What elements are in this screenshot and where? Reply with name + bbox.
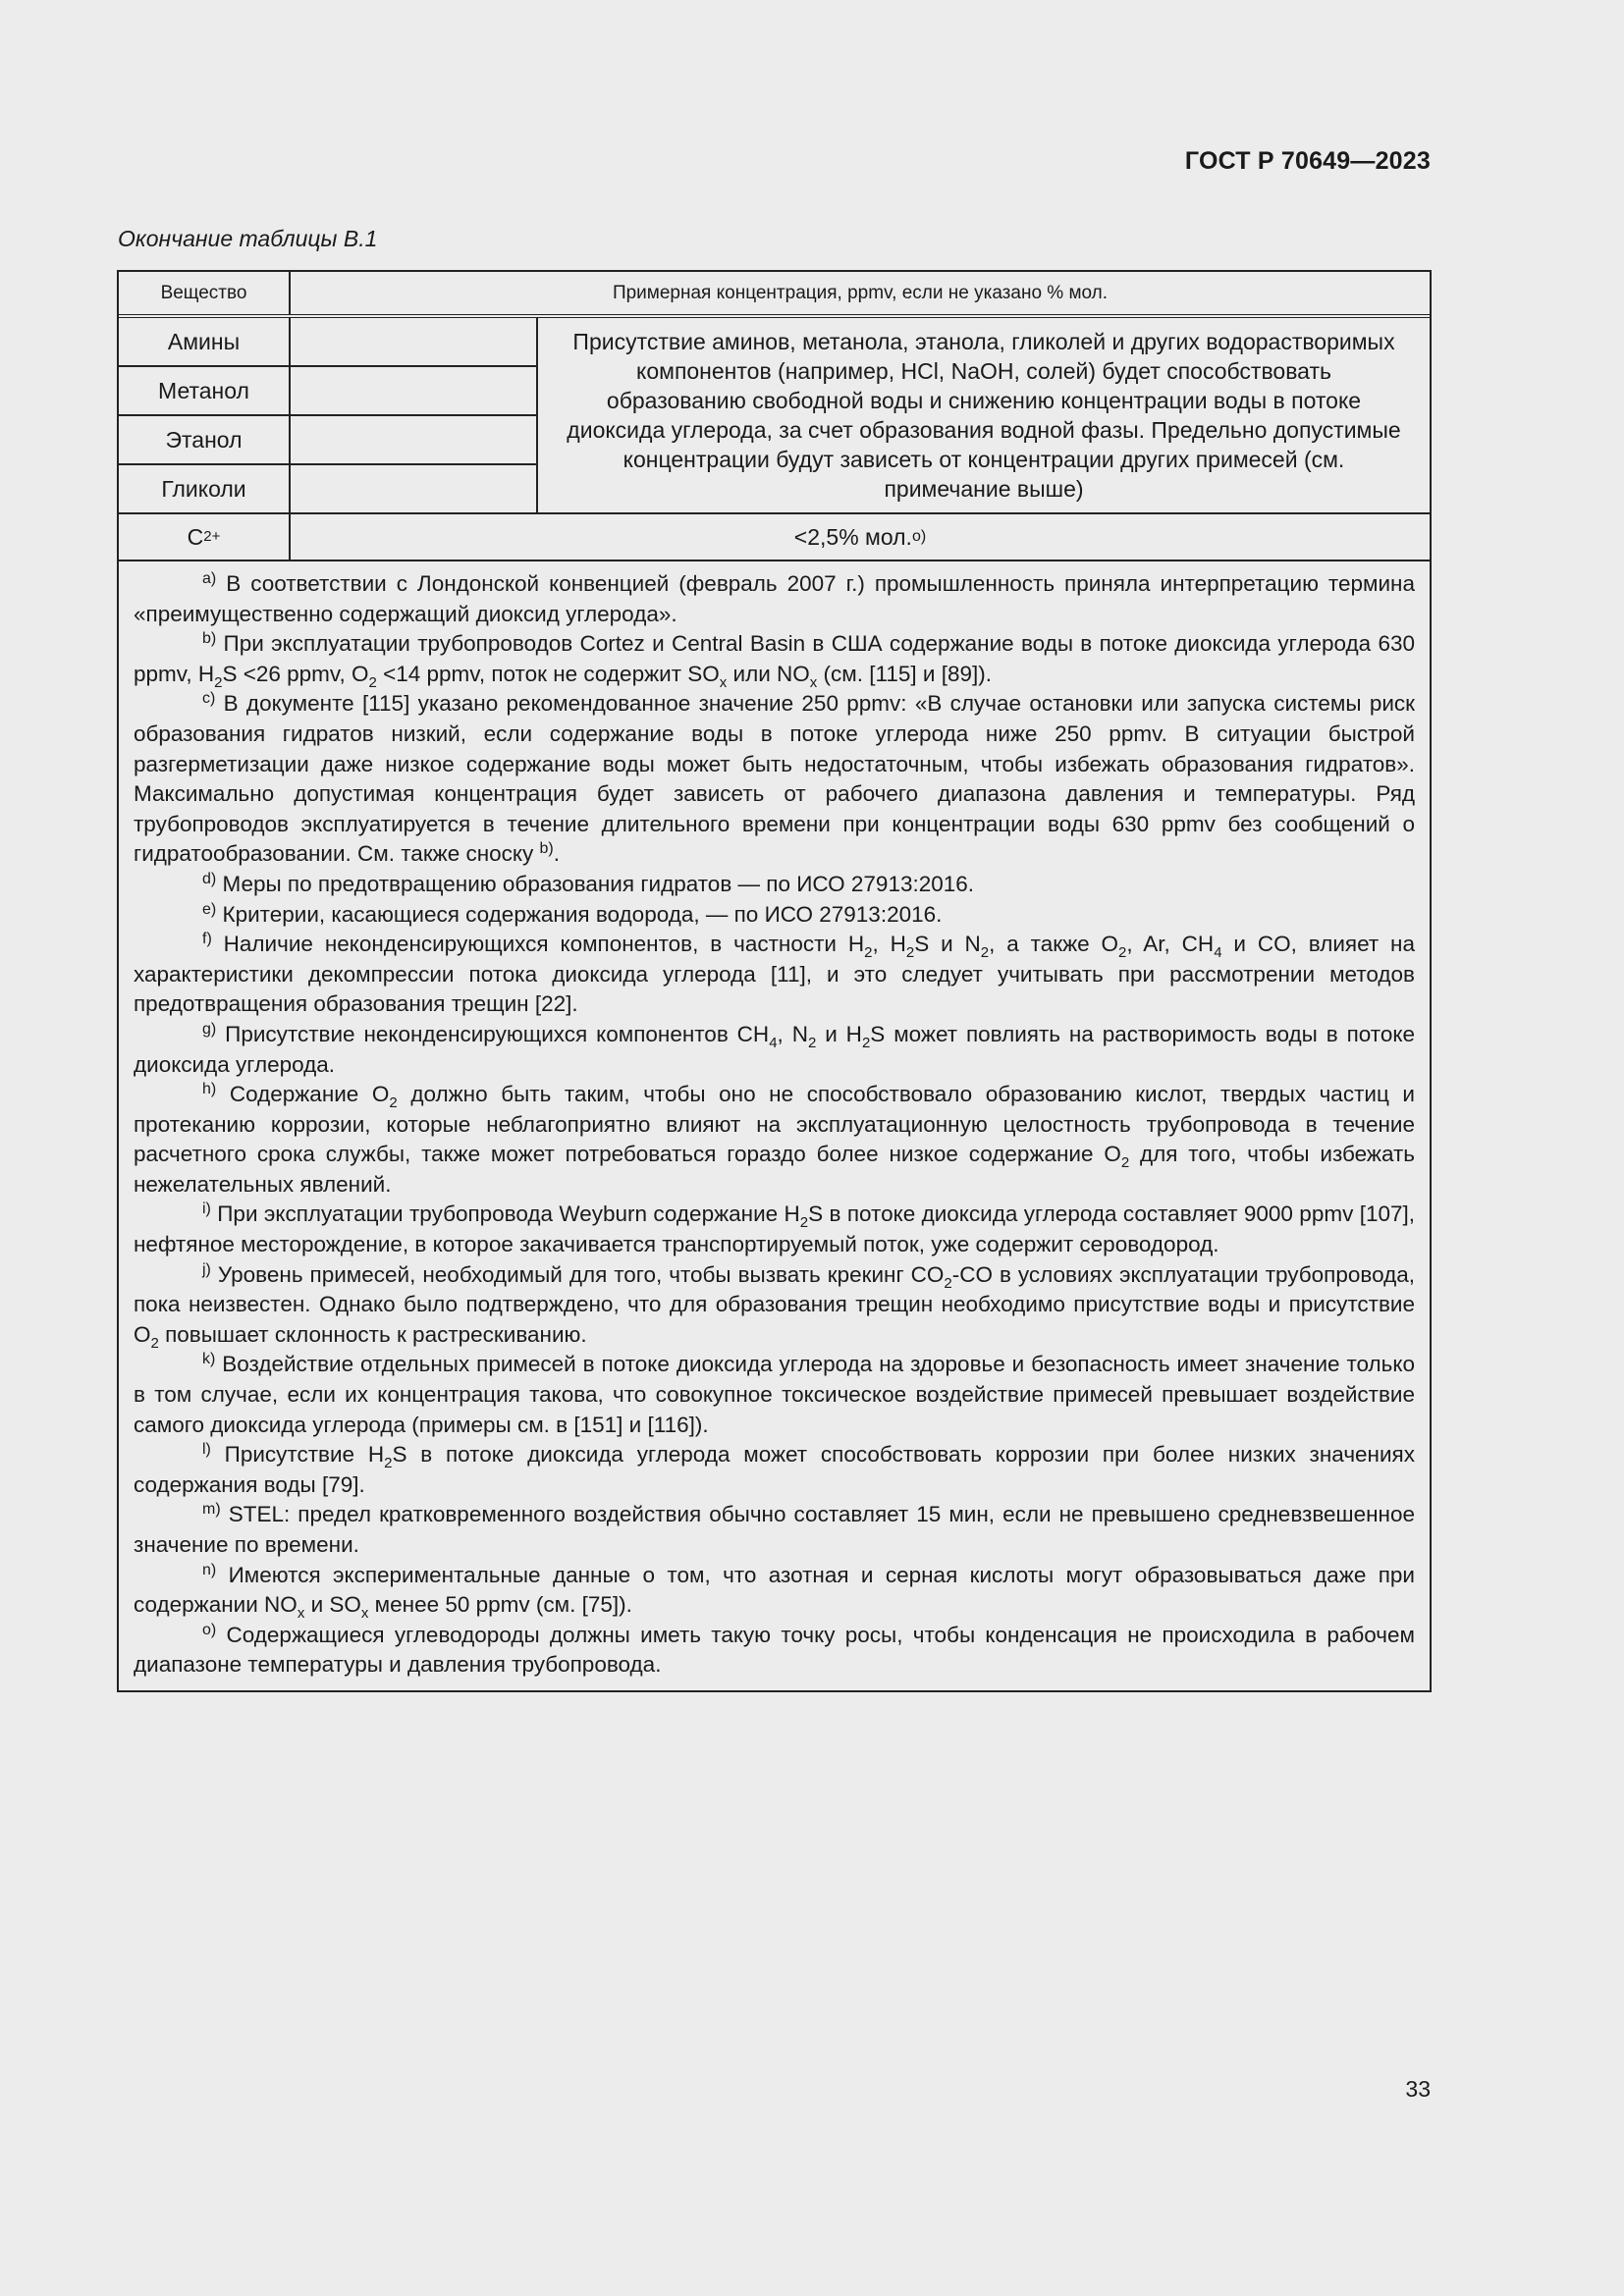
- substance-amines: Амины: [119, 318, 289, 367]
- empty-cell: [291, 416, 536, 465]
- table-header-row: [119, 272, 1430, 318]
- note-g: $^{g)}$ Присутствие неконденсирующихся компонентов $CH_4$, $N_2$ и $H_2S$ может повлиять на растворимость воды в потоке диоксида углерода.: [134, 1020, 1415, 1077]
- column-header-substance: Вещество: [119, 272, 291, 314]
- table-caption: Окончание таблицы В.1: [118, 226, 378, 251]
- substance-c2plus: C 2+: [119, 514, 291, 560]
- empty-value-cells: [291, 318, 538, 512]
- note-l: $^{l)}$ Присутствие $H_2S$ в потоке диоксида углерода может способствовать коррозии при более низких значениях содержания воды [79].: [134, 1441, 1415, 1497]
- impurities-table: [117, 270, 1432, 1692]
- water-soluble-group: [119, 318, 1430, 514]
- note-f: $^{f)}$ Наличие неконденсирующихся компонентов, в частности $H_2$, $H_2S$ и $N_2$, а также $O_2$, Ar, $CH_4$ и CO, влияет на характеристики декомпрессии потока диоксида углерода [11], и это следует учитывать при рассмотрении методов предотвращения образования трещин [22].: [134, 931, 1415, 1017]
- empty-cell: [291, 465, 536, 512]
- note-c: $^{c)}$ В документе [115] указано рекомендованное значение 250 ppmv: «В случае остановки или запуска системы риск образования гидратов низкий, если содержание воды в потоке углерода ниже 250 ppmv. В ситуации быстрой разгерметизации даже низкое содержание воды может быть недостаточным, чтобы избежать образования гидратов». Максимально допустимая концентрация будет зависеть от рабочего диапазона давления и температуры. Ряд трубопроводов эксплуатируется в течение длительного времени при концентрации воды 630 ppmv без сообщений о гидратообразовании. См. также сноску $^{b)}$.: [134, 690, 1415, 867]
- table-notes: [119, 561, 1430, 1690]
- note-o: $^{o)}$ Содержащиеся углеводороды должны иметь такую точку росы, чтобы конденсация не происходила в рабочем диапазоне температуры и давления трубопровода.: [134, 1621, 1415, 1678]
- substance-methanol: Метанол: [119, 367, 289, 416]
- note-b: $^{b)}$ При эксплуатации трубопроводов Cortez и Central Basin в США содержание воды в потоке диоксида углерода 630 ppmv, $H_2S <26$ ppmv, $O_2 <14$ ppmv, поток не содержит $SO_x$ или $NO_x$ (см. [115] и [89]).: [134, 630, 1415, 691]
- note-j: $^{j)}$ Уровень примесей, необходимый для того, чтобы вызвать крекинг $CO_2-CO$ в условиях эксплуатации трубопровода, пока неизвестен. Однако было подтверждено, что для образования трещин необходимо присутствие воды и присутствие $O_2$ повышает склонность к растрескиванию.: [134, 1260, 1415, 1352]
- substance-glycols: Гликоли: [161, 475, 246, 502]
- note-a: $^{a)}$ В соответствии с Лондонской конвенцией (февраль 2007 г.) промышленность приняла интерпретацию термина «преимущественно содержащий диоксид углерода».: [134, 570, 1415, 626]
- table-row-c2: [119, 514, 1430, 561]
- column-header-concentration: Примерная концентрация, ppmv, если не указано % мол.: [612, 282, 1109, 303]
- standard-designation: ГОСТ Р 70649—2023: [1184, 147, 1431, 175]
- note-d: $^{d)}$ Меры по предотвращению образования гидратов — по ИСО 27913:2016.: [202, 870, 975, 896]
- note-h: $^{h)}$ Содержание $O_2$ должно быть таким, чтобы оно не способствовало образованию кислот, твердых частиц и протеканию коррозии, которые неблагоприятно влияют на эксплуатационную целостность трубопровода в течение расчетного срока службы, также может потребоваться гораздо более низкое содержание $O_2$ для того, чтобы избежать нежелательных явлений.: [134, 1081, 1415, 1197]
- empty-cell: [291, 318, 536, 367]
- note-k: $^{k)}$ Воздействие отдельных примесей в потоке диоксида углерода на здоровье и безопасность имеет значение только в том случае, если их концентрация такова, что совокупное токсическое воздействие примесей превышает воздействие самого диоксида углерода (примеры см. в [151] и [116]).: [134, 1351, 1415, 1437]
- substance-names: [119, 318, 291, 512]
- substance-ethanol: Этанол: [119, 416, 289, 465]
- note-i: $^{i)}$ При эксплуатации трубопровода Weyburn содержание $H_2S$ в потоке диоксида углерода составляет 9000 ppmv [107], нефтяное месторождение, в которое закачивается транспортируемый поток, уже содержит сероводород.: [134, 1201, 1415, 1257]
- note-e: $^{e)}$ Критерии, касающиеся содержания водорода, — по ИСО 27913:2016.: [202, 900, 943, 927]
- group-description: Присутствие аминов, метанола, этанола, гликолей и других водорастворимых компонентов (например, HCl, NaOH, солей) будет способствовать образованию свободной воды и снижению концентрации воды в потоке диоксида углерода, за счет образования водной фазы. Предельно допустимые концентрации будут зависеть от концентрации других примесей (см. примечание выше): [567, 329, 1401, 502]
- note-n: $^{n)}$ Имеются экспериментальные данные о том, что азотная и серная кислоты могут образовываться даже при содержании $NO_x$ и $SO_x$ менее 50 ppmv (см. [75]).: [134, 1561, 1415, 1623]
- c2plus-value: <2,5% мол. o): [793, 523, 927, 550]
- page-number: 33: [1405, 2076, 1431, 2102]
- note-m: $^{m)}$ STEL: предел кратковременного воздействия обычно составляет 15 мин, если не превышено средневзвешенное значение по времени.: [134, 1501, 1415, 1557]
- empty-cell: [291, 367, 536, 416]
